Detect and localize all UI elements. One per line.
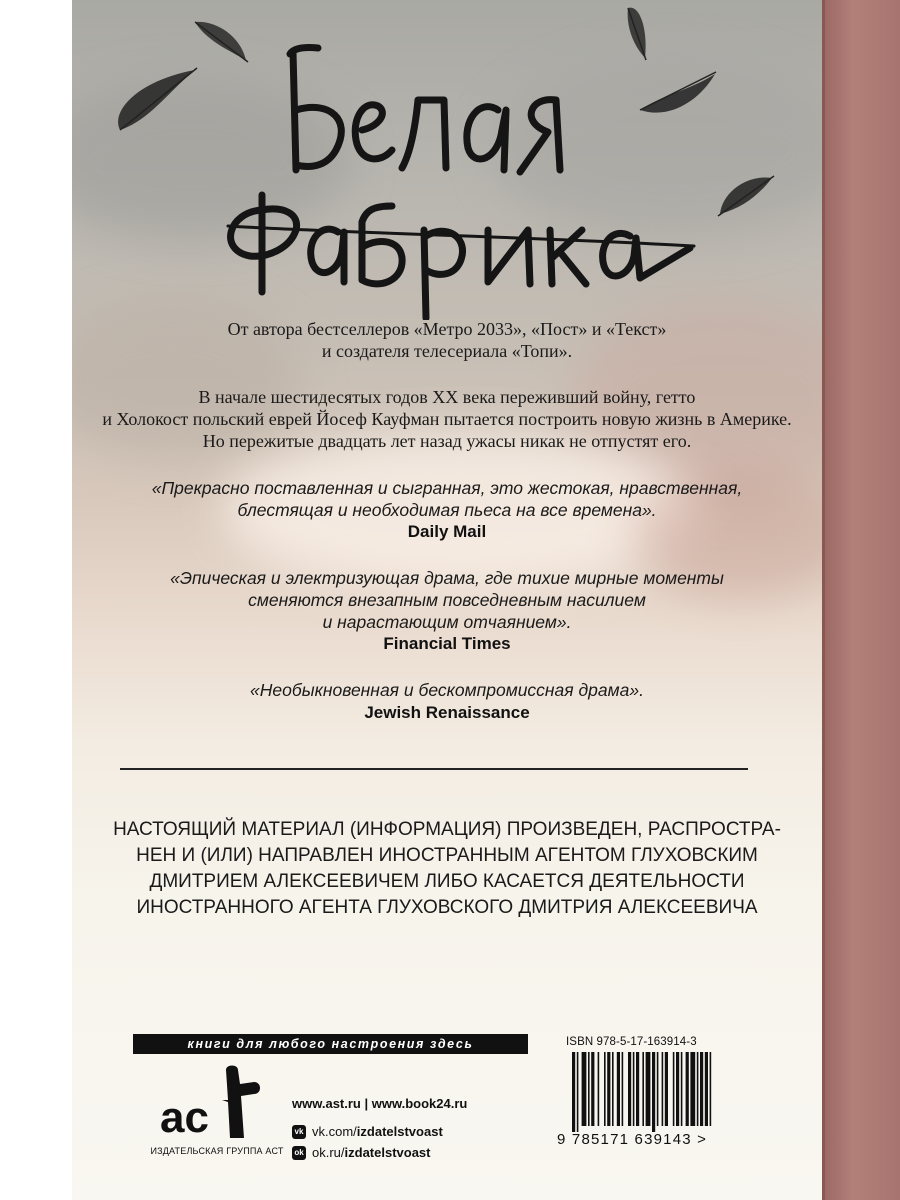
barcode-bar bbox=[657, 1052, 659, 1126]
synopsis-block bbox=[72, 386, 822, 452]
barcode-bar bbox=[622, 1052, 624, 1126]
barcode-bar bbox=[636, 1052, 639, 1126]
review-line: и нарастающим отчаянием». bbox=[322, 612, 572, 632]
barcode-bar bbox=[681, 1052, 683, 1126]
publisher-tagline: книги для любого настроения здесь bbox=[133, 1034, 528, 1054]
barcode-bar bbox=[642, 1052, 644, 1126]
barcode-bar bbox=[588, 1052, 590, 1126]
intro-line-1: От автора бестселлеров «Метро 2033», «Пост» и «Текст» bbox=[227, 319, 667, 339]
review-line: «Прекрасно поставленная и сыгранная, это жестокая, нравственная, bbox=[151, 478, 743, 498]
barcode-bar bbox=[710, 1052, 712, 1126]
barcode-bar bbox=[633, 1052, 635, 1126]
review-source: Financial Times bbox=[383, 634, 511, 653]
barcode-bar bbox=[607, 1052, 610, 1126]
review-line: сменяются внезапным повседневным насилием bbox=[248, 590, 646, 610]
barcode-bar bbox=[652, 1052, 655, 1132]
vk-icon: vk bbox=[292, 1125, 306, 1139]
barcode-bar bbox=[604, 1052, 606, 1126]
vk-prefix: vk.com/ bbox=[312, 1124, 357, 1139]
ast-logo bbox=[160, 1062, 275, 1142]
review-line: «Необыкновенная и бескомпромиссная драма». bbox=[250, 680, 644, 700]
ok-link[interactable] bbox=[292, 1145, 431, 1160]
title-lettering bbox=[0, 0, 900, 320]
barcode-bar bbox=[598, 1052, 600, 1126]
barcode-bar bbox=[700, 1052, 703, 1126]
intro-line-2: и создателя телесериала «Топи». bbox=[321, 341, 573, 361]
notice-line: НЕН И (ИЛИ) НАПРАВЛЕН ИНОСТРАННЫМ АГЕНТОМ ГЛУХОВСКИМ bbox=[136, 845, 758, 866]
barcode-bar bbox=[617, 1052, 620, 1126]
review-quote bbox=[72, 679, 822, 701]
review-source: Daily Mail bbox=[407, 522, 487, 541]
barcode-bar bbox=[673, 1052, 675, 1126]
divider bbox=[120, 768, 748, 770]
publisher-caption: ИЗДАТЕЛЬСКАЯ ГРУППА АСТ bbox=[150, 1146, 284, 1156]
barcode-bar bbox=[628, 1052, 631, 1126]
barcode-bar bbox=[577, 1052, 579, 1132]
ok-prefix: ok.ru/ bbox=[312, 1145, 345, 1160]
barcode-bar bbox=[686, 1052, 689, 1126]
barcode-bar bbox=[612, 1052, 614, 1126]
review-source: Jewish Renaissance bbox=[364, 703, 530, 722]
ok-handle: izdatelstvoast bbox=[344, 1145, 431, 1160]
intro-block bbox=[72, 318, 822, 362]
vk-handle: izdatelstvoast bbox=[356, 1124, 443, 1139]
vk-link[interactable] bbox=[292, 1124, 443, 1139]
notice-line: ДМИТРИЕМ АЛЕКСЕЕВИЧЕМ ЛИБО КАСАЕТСЯ ДЕЯТЕЛЬНОСТИ bbox=[149, 871, 745, 892]
barcode-bar bbox=[591, 1052, 594, 1126]
barcode-bar bbox=[662, 1052, 664, 1126]
isbn-label: ISBN 978-5-17-163914-3 bbox=[566, 1036, 697, 1048]
barcode-bar bbox=[665, 1052, 668, 1126]
review-line: «Эпическая и электризующая драма, где тихие мирные моменты bbox=[170, 568, 724, 588]
odnoklassniki-icon: ok bbox=[292, 1146, 306, 1160]
barcode-bar bbox=[697, 1052, 699, 1126]
barcode-digits: 9 785171 639143 > bbox=[557, 1131, 708, 1148]
review-line: блестящая и необходимая пьеса на все времена». bbox=[237, 500, 657, 520]
publisher-websites[interactable]: www.ast.ru | www.book24.ru bbox=[292, 1096, 468, 1111]
barcode-bar bbox=[690, 1052, 695, 1126]
svg-text:ac: ac bbox=[160, 1093, 209, 1142]
synopsis-line-1: В начале шестидесятых годов XX века переживший войну, гетто bbox=[198, 387, 696, 407]
barcode-bar bbox=[676, 1052, 679, 1126]
review-quote bbox=[72, 567, 822, 633]
notice-line: ИНОСТРАННОГО АГЕНТА ГЛУХОВСКОГО ДМИТРИЯ АЛЕКСЕЕВИЧА bbox=[136, 897, 758, 918]
foreign-agent-notice bbox=[72, 817, 822, 921]
barcode-bar bbox=[582, 1052, 587, 1126]
barcode-bar bbox=[646, 1052, 651, 1126]
review-quote bbox=[72, 477, 822, 521]
barcode-bar bbox=[572, 1052, 575, 1132]
notice-line: НАСТОЯЩИЙ МАТЕРИАЛ (ИНФОРМАЦИЯ) ПРОИЗВЕДЕН, РАСПРОСТРА- bbox=[113, 819, 781, 840]
synopsis-line-3: Но пережитые двадцать лет назад ужасы никак не отпустят его. bbox=[202, 431, 692, 451]
synopsis-line-2: и Холокост польский еврей Йосеф Кауфман пытается построить новую жизнь в Америке. bbox=[102, 409, 792, 429]
barcode-bar bbox=[705, 1052, 708, 1126]
